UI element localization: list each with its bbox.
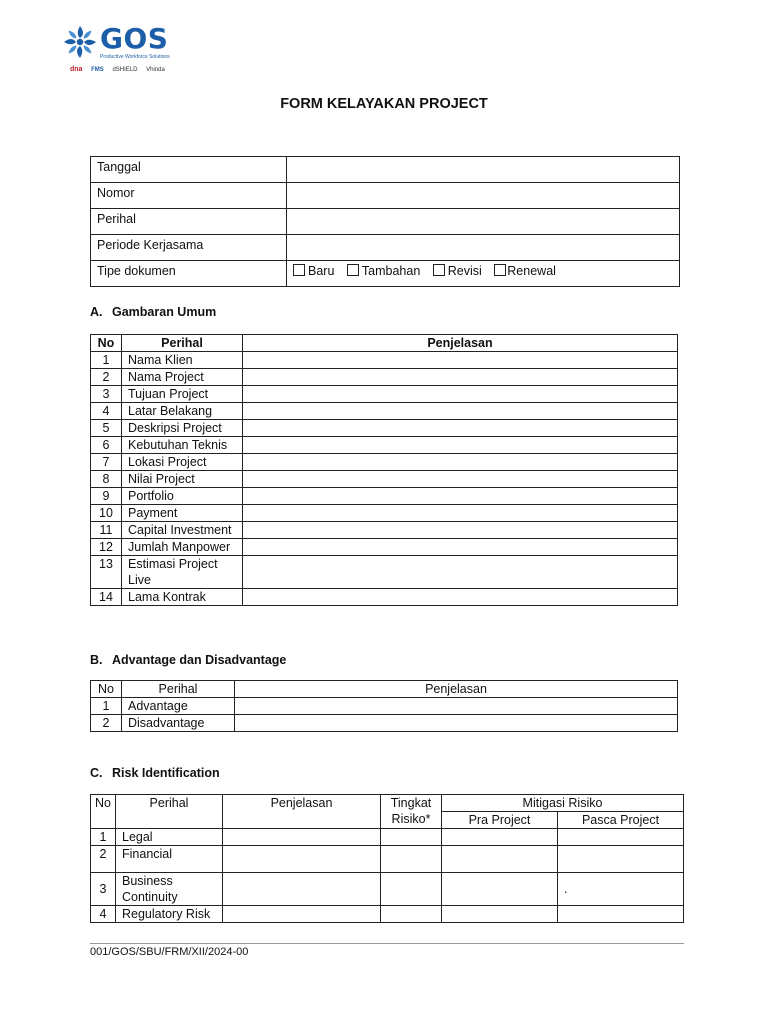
row-perihal: Estimasi Project Live: [122, 556, 243, 589]
tingkat-risiko-field[interactable]: [381, 829, 442, 846]
penjelasan-field[interactable]: [243, 437, 678, 454]
table-header-row: [91, 795, 684, 812]
column-header-tingkat-risiko: Tingkat Risiko*: [381, 795, 442, 829]
penjelasan-field[interactable]: [243, 589, 678, 606]
checkbox-icon[interactable]: [494, 264, 506, 276]
row-perihal: Legal: [116, 829, 223, 846]
affiliate-dna: dna: [70, 66, 83, 73]
row-perihal: Nama Project: [122, 369, 243, 386]
info-row-perihal: [91, 209, 680, 235]
info-value-field[interactable]: [287, 183, 680, 209]
row-number: 4: [91, 403, 122, 420]
penjelasan-field[interactable]: [243, 352, 678, 369]
column-header-penjelasan: Penjelasan: [223, 795, 381, 829]
row-number: 3: [91, 386, 122, 403]
doc-type-tambahan[interactable]: [347, 264, 420, 278]
section-b-heading: [90, 653, 286, 667]
column-header-perihal: Perihal: [122, 681, 235, 698]
doc-type-revisi[interactable]: [433, 264, 482, 278]
row-number: 13: [91, 556, 122, 589]
section-title: Gambaran Umum: [112, 305, 217, 319]
section-title: Advantage dan Disadvantage: [112, 653, 287, 667]
penjelasan-field[interactable]: [243, 556, 678, 589]
table-row: [91, 906, 684, 923]
table-row: [91, 589, 678, 606]
penjelasan-field[interactable]: [223, 906, 381, 923]
row-number: 11: [91, 522, 122, 539]
doc-type-renewal[interactable]: [494, 264, 556, 278]
table-row: [91, 522, 678, 539]
table-row: [91, 403, 678, 420]
pra-project-field[interactable]: [442, 829, 558, 846]
column-header-no: No: [91, 795, 116, 829]
logo-tagline: Productive Workforce Solutions: [100, 54, 170, 60]
doc-type-baru[interactable]: [293, 264, 334, 278]
row-number: 6: [91, 437, 122, 454]
column-header-perihal: Perihal: [116, 795, 223, 829]
info-value-field[interactable]: [287, 235, 680, 261]
table-row: [91, 715, 678, 732]
penjelasan-field[interactable]: [235, 698, 678, 715]
pra-project-field[interactable]: [442, 873, 558, 906]
row-number: 7: [91, 454, 122, 471]
doc-type-options: [287, 261, 680, 287]
row-number: 10: [91, 505, 122, 522]
row-perihal: Deskripsi Project: [122, 420, 243, 437]
column-header-pra-project: Pra Project: [442, 812, 558, 829]
row-perihal: Tujuan Project: [122, 386, 243, 403]
column-header-no: No: [91, 335, 122, 352]
table-row: [91, 352, 678, 369]
table-header-row: [91, 335, 678, 352]
section-letter: A.: [90, 305, 103, 319]
table-row: [91, 698, 678, 715]
penjelasan-field[interactable]: [243, 454, 678, 471]
penjelasan-field[interactable]: [223, 829, 381, 846]
row-number: 8: [91, 471, 122, 488]
pra-project-field[interactable]: [442, 906, 558, 923]
pasca-project-field[interactable]: [558, 906, 684, 923]
row-perihal: Nilai Project: [122, 471, 243, 488]
info-row-nomor: [91, 183, 680, 209]
penjelasan-field[interactable]: [243, 471, 678, 488]
form-title: FORM KELAYAKAN PROJECT: [280, 96, 488, 112]
gambaran-umum-table: [90, 334, 678, 606]
document-code: 001/GOS/SBU/FRM/XII/2024-00: [90, 946, 249, 958]
column-header-pasca-project: Pasca Project: [558, 812, 684, 829]
row-perihal: Lama Kontrak: [122, 589, 243, 606]
row-number: 2: [91, 846, 116, 873]
penjelasan-field[interactable]: [243, 522, 678, 539]
affiliate-vhinda: Vhinda: [146, 67, 165, 73]
info-label: Tanggal: [91, 157, 287, 183]
section-a-heading: [90, 305, 216, 319]
info-value-field[interactable]: [287, 157, 680, 183]
row-perihal: Nama Klien: [122, 352, 243, 369]
row-perihal: Capital Investment: [122, 522, 243, 539]
checkbox-label: Revisi: [447, 264, 482, 278]
logo-affiliates: [70, 66, 172, 73]
row-perihal: Business Continuity: [116, 873, 223, 906]
info-label: Periode Kerjasama: [91, 235, 287, 261]
row-number: 9: [91, 488, 122, 505]
table-row: [91, 505, 678, 522]
tingkat-risiko-field[interactable]: [381, 906, 442, 923]
row-number: 1: [91, 698, 122, 715]
info-label: Nomor: [91, 183, 287, 209]
row-perihal: Payment: [122, 505, 243, 522]
column-header-no: No: [91, 681, 122, 698]
checkbox-label: Renewal: [507, 264, 556, 278]
pinwheel-logo-icon: [62, 24, 98, 60]
penjelasan-field[interactable]: [243, 369, 678, 386]
info-value-field[interactable]: [287, 209, 680, 235]
advantage-table: [90, 680, 678, 732]
table-row: [91, 454, 678, 471]
table-row: [91, 437, 678, 454]
table-row: [91, 369, 678, 386]
pra-project-field[interactable]: [442, 846, 558, 873]
row-number: 4: [91, 906, 116, 923]
section-title: Risk Identification: [112, 766, 220, 780]
row-perihal: Lokasi Project: [122, 454, 243, 471]
tingkat-risiko-field[interactable]: [381, 846, 442, 873]
affiliate-fms: FMS: [91, 67, 104, 73]
table-row: [91, 420, 678, 437]
table-row: [91, 386, 678, 403]
checkbox-icon[interactable]: [293, 264, 305, 276]
checkbox-icon[interactable]: [433, 264, 445, 276]
info-label: Tipe dokumen: [91, 261, 287, 287]
row-number: 12: [91, 539, 122, 556]
row-perihal: Jumlah Manpower: [122, 539, 243, 556]
row-perihal: Kebutuhan Teknis: [122, 437, 243, 454]
penjelasan-field[interactable]: [243, 386, 678, 403]
row-perihal: Regulatory Risk: [116, 906, 223, 923]
table-row: [91, 488, 678, 505]
checkbox-label: Baru: [308, 264, 335, 278]
table-row: [91, 873, 684, 906]
row-number: 5: [91, 420, 122, 437]
table-row: [91, 539, 678, 556]
row-perihal: Financial: [116, 846, 223, 873]
row-number: 1: [91, 352, 122, 369]
company-logo: [62, 22, 182, 80]
table-header-row: [91, 681, 678, 698]
pasca-project-field[interactable]: [558, 829, 684, 846]
penjelasan-field[interactable]: [243, 505, 678, 522]
column-header-penjelasan: Penjelasan: [243, 335, 678, 352]
penjelasan-field[interactable]: [235, 715, 678, 732]
footer-divider: [90, 943, 684, 944]
column-header-mitigasi: Mitigasi Risiko: [442, 795, 684, 812]
pasca-project-field[interactable]: .: [558, 873, 684, 906]
info-row-periode: [91, 235, 680, 261]
column-header-penjelasan: Penjelasan: [235, 681, 678, 698]
table-row: [91, 829, 684, 846]
row-number: 2: [91, 369, 122, 386]
info-row-tipe-dokumen: [91, 261, 680, 287]
info-row-tanggal: [91, 157, 680, 183]
row-number: 2: [91, 715, 122, 732]
info-table: [90, 156, 680, 287]
checkbox-icon[interactable]: [347, 264, 359, 276]
penjelasan-field[interactable]: [243, 403, 678, 420]
tingkat-risiko-field[interactable]: [381, 873, 442, 906]
table-row: [91, 471, 678, 488]
checkbox-label: Tambahan: [361, 264, 421, 278]
info-label: Perihal: [91, 209, 287, 235]
row-perihal: Portfolio: [122, 488, 243, 505]
penjelasan-field[interactable]: [243, 539, 678, 556]
risk-table: [90, 794, 684, 923]
section-letter: C.: [90, 766, 103, 780]
table-row: [91, 556, 678, 589]
penjelasan-field[interactable]: [243, 420, 678, 437]
row-perihal: Latar Belakang: [122, 403, 243, 420]
row-number: 1: [91, 829, 116, 846]
section-c-heading: [90, 766, 220, 780]
penjelasan-field[interactable]: [243, 488, 678, 505]
pasca-project-field[interactable]: [558, 846, 684, 873]
table-row: [91, 846, 684, 873]
row-perihal: Advantage: [122, 698, 235, 715]
row-number: 3: [91, 873, 116, 906]
row-perihal: Disadvantage: [122, 715, 235, 732]
penjelasan-field[interactable]: [223, 873, 381, 906]
row-number: 14: [91, 589, 122, 606]
affiliate-dshield: dSHIELD: [112, 67, 138, 73]
column-header-perihal: Perihal: [122, 335, 243, 352]
penjelasan-field[interactable]: [223, 846, 381, 873]
section-letter: B.: [90, 653, 103, 667]
logo-wordmark: GOS: [100, 22, 169, 55]
